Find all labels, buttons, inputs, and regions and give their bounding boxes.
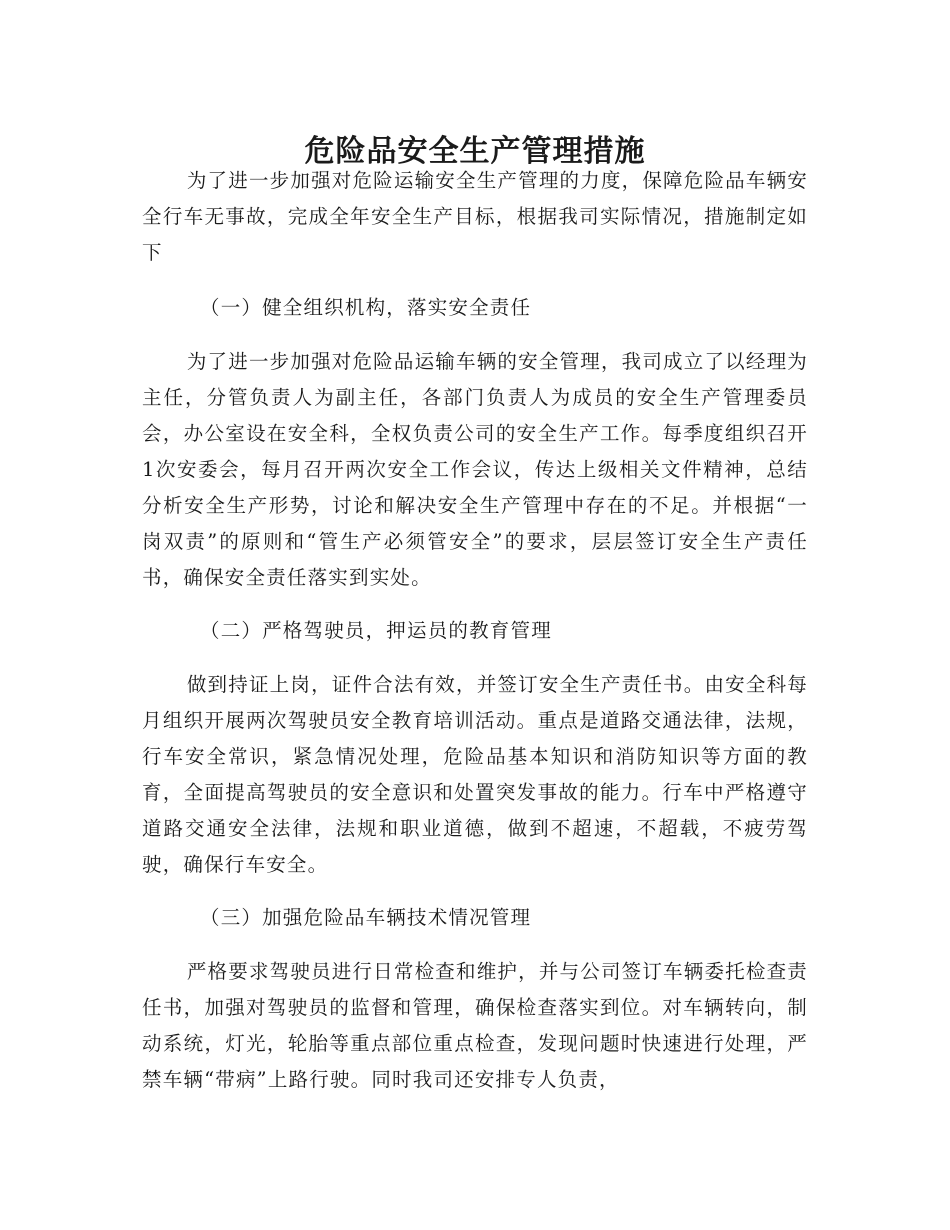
spacer bbox=[142, 271, 808, 290]
spacer bbox=[142, 326, 808, 344]
section-2-heading: （二）严格驾驶员，押运员的教育管理 bbox=[200, 619, 552, 642]
spacer bbox=[142, 883, 808, 900]
section-2-paragraph: 做到持证上岗，证件合法有效，并签订安全生产责任书。由安全科每月组织开展两次驾驶员安全教育培训活动。重点是道路交通法律，法规，行车安全常识，紧急情况处理，危险品基本知识和消防知识等方面的教育，全面提高驾驶员的安全意识和处置突发事故的能力。行车中严格遵守道路交通安全法律，法规和职业道德，做到不超速，不超载，不疲劳驾驶，确保行车安全。 bbox=[142, 673, 808, 876]
section-3-paragraph: 严格要求驾驶员进行日常检查和维护，并与公司签订车辆委托检查责任书，加强对驾驶员的监督和管理，确保检查落实到位。对车辆转向，制动系统，灯光，轮胎等重点部位重点检查，发现问题时快速进行处理，严禁车辆“带病”上路行驶。同时我司还安排专人负责， bbox=[142, 960, 808, 1091]
document-title: 危险品安全生产管理措施 bbox=[304, 134, 646, 170]
document-body bbox=[142, 163, 808, 1098]
section-3-heading: （三）加强危险品车辆技术情况管理 bbox=[200, 906, 532, 929]
intro-paragraph: 为了进一步加强对危险运输安全生产管理的力度，保障危险品车辆安全行车无事故，完成全年安全生产目标，根据我司实际情况，措施制定如下 bbox=[142, 169, 808, 264]
spacer bbox=[142, 936, 808, 954]
section-1-paragraph: 为了进一步加强对危险品运输车辆的安全管理，我司成立了以经理为主任，分管负责人为副主任，各部门负责人为成员的安全生产管理委员会，办公室设在安全科，全权负责公司的安全生产工作。每季度组织召开1次安委会，每月召开两次安全工作会议，传达上级相关文件精神，总结分析安全生产形势，讨论和解决安全生产管理中存在的不足。并根据“一岗双责”的原则和“管生产必须管安全”的要求，层层签订安全生产责任书，确保安全责任落实到实处。 bbox=[142, 350, 808, 589]
spacer bbox=[142, 596, 808, 613]
spacer bbox=[142, 649, 808, 667]
section-1-heading: （一）健全组织机构，落实安全责任 bbox=[200, 296, 532, 319]
